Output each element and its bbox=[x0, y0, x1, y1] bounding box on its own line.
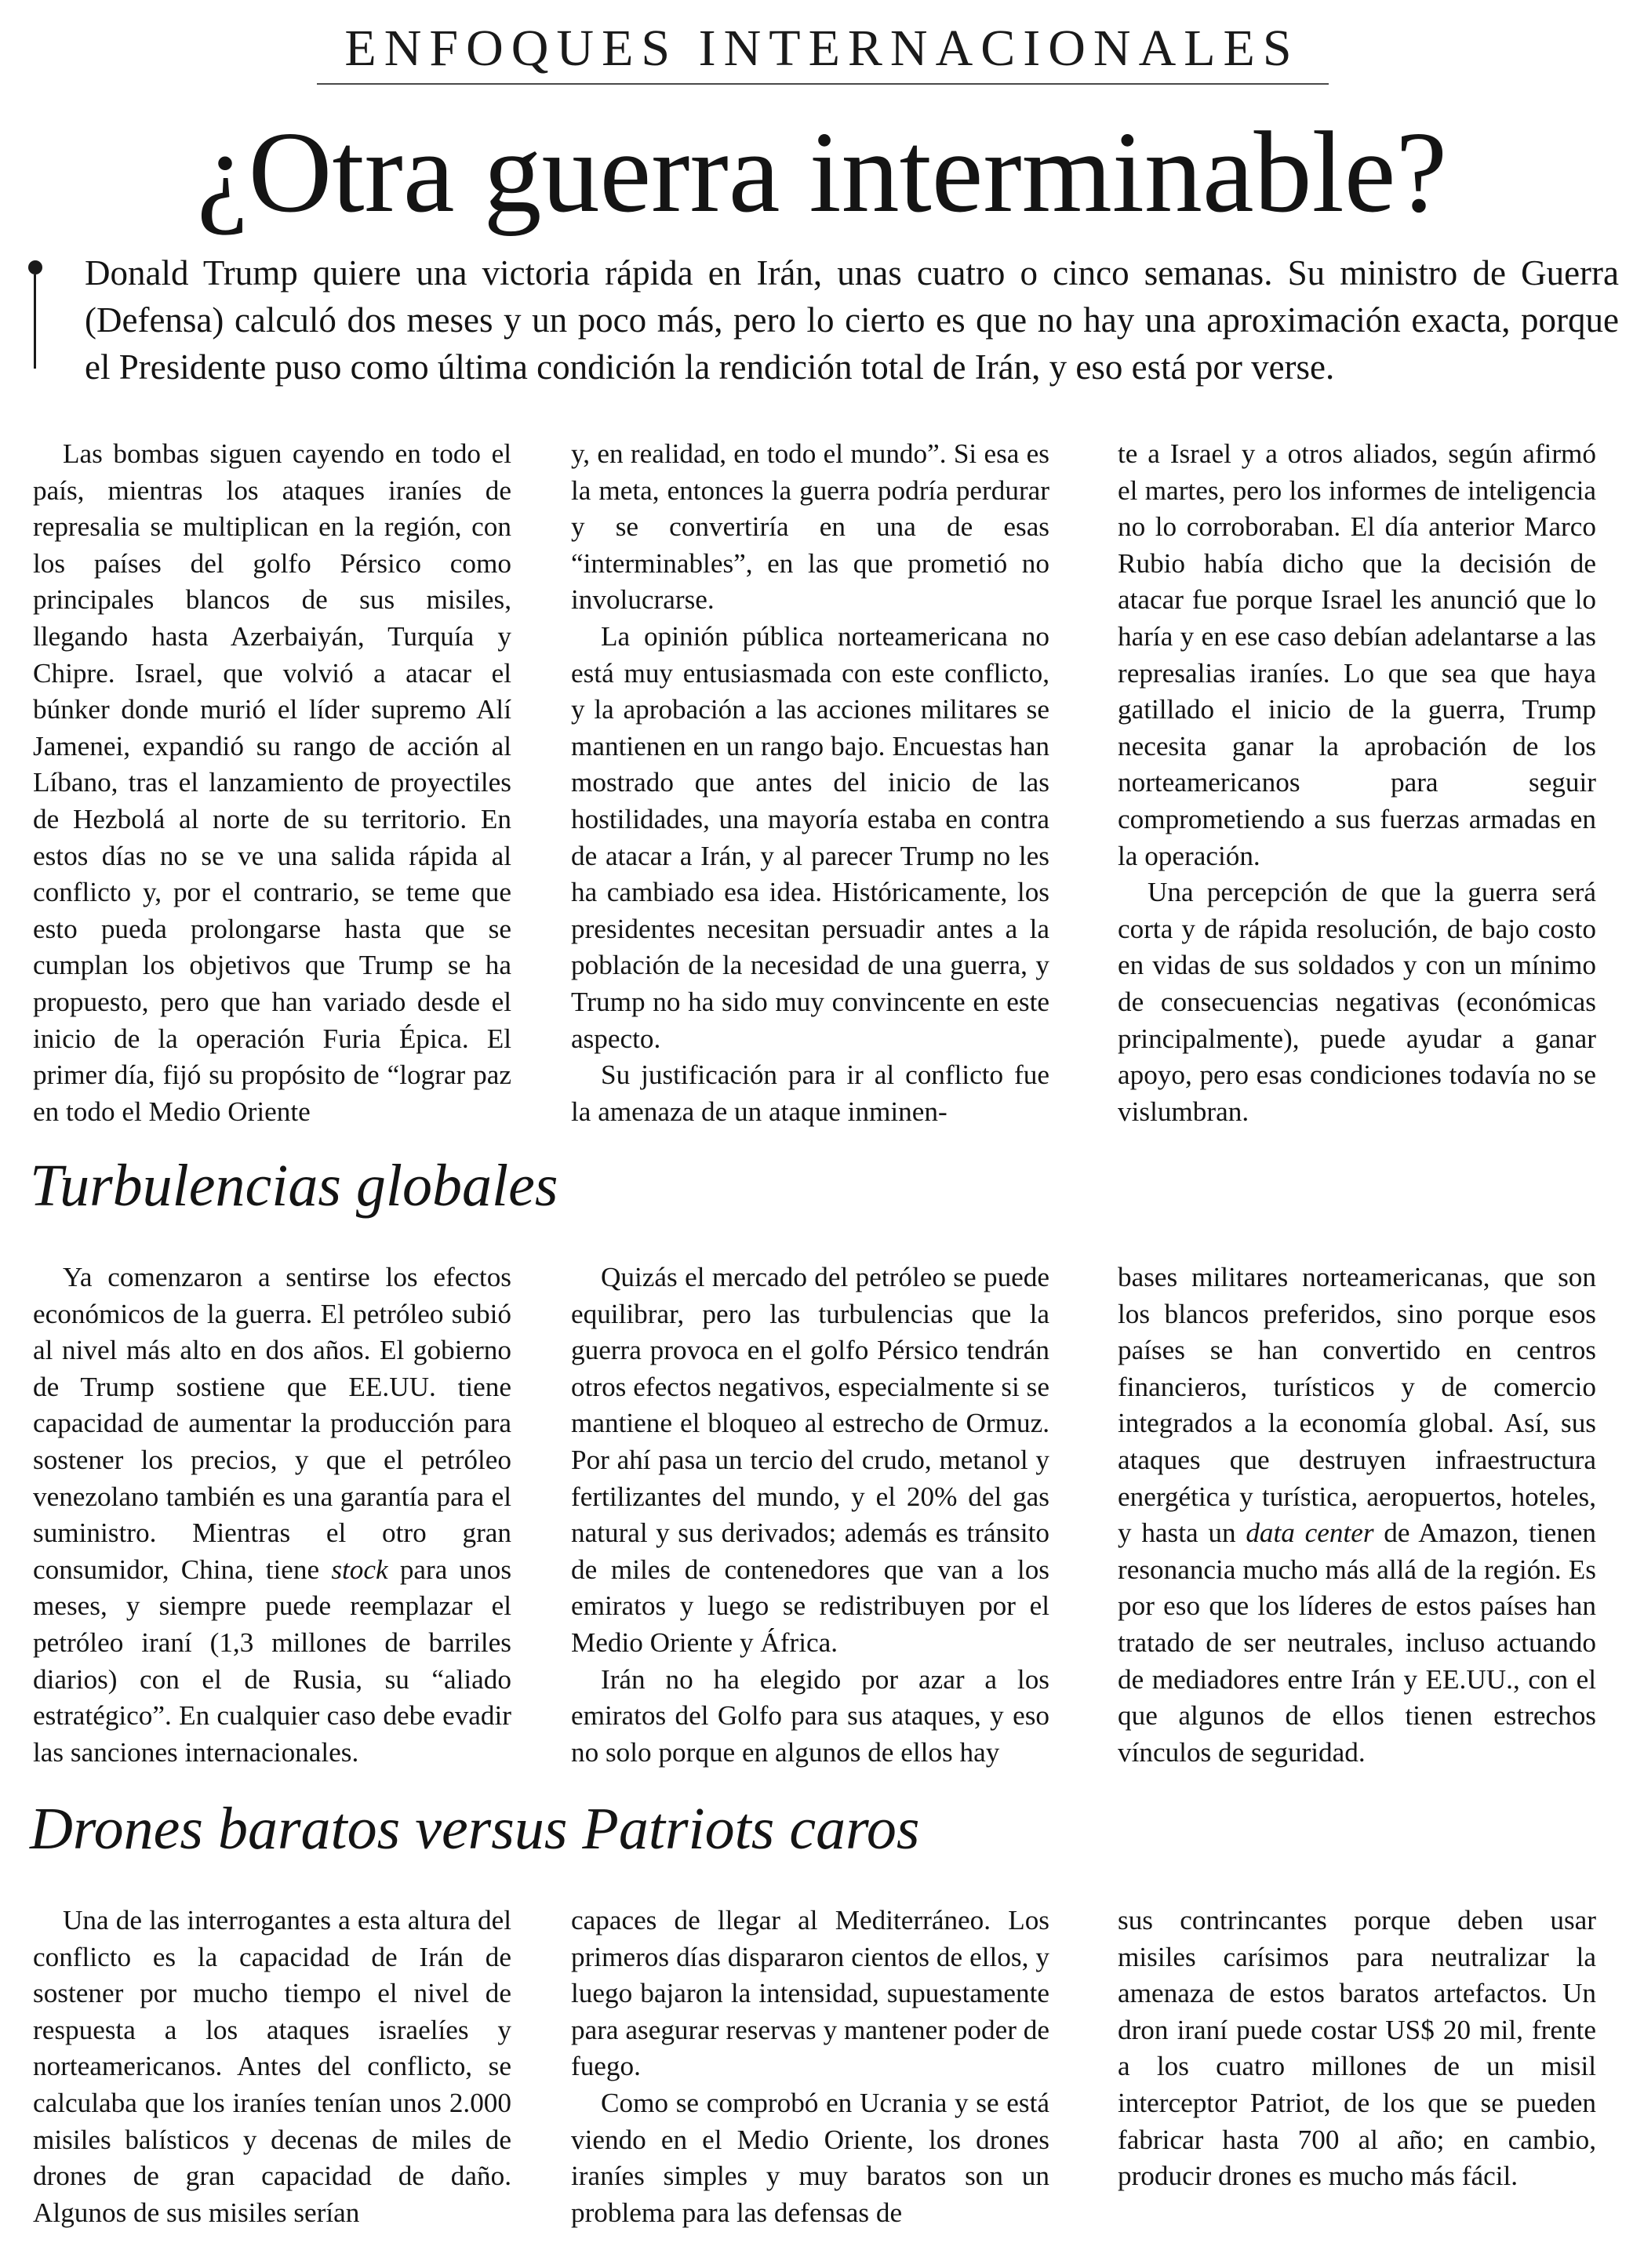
block1-column-2 bbox=[571, 436, 1049, 1130]
text-run: Ya comenzaron a sentirse los efectos económicos de la guerra. El petróleo subió al nivel más alto en dos años. El gobierno de Trump sostiene que EE.UU. tiene capacidad de aumentar la producción para sostener los precios, y que el petróleo venezolano también es una garantía para el suministro. Mientras el otro gran consumidor, China, tiene bbox=[33, 1262, 511, 1585]
block2-column-1 bbox=[33, 1259, 511, 1771]
section-title: ENFOQUES INTERNACIONALES bbox=[344, 20, 1300, 77]
paragraph bbox=[33, 1259, 511, 1771]
paragraph bbox=[1118, 1259, 1596, 1771]
section-rule bbox=[317, 83, 1329, 85]
paragraph: Las bombas siguen cayendo en todo el país, mientras los ataques iraníes de represalia se multiplican en la región, con los países del golfo Pérsico como principales blancos de sus misiles, llegando hasta Azerbaiyán, Turquía y Chipre. Israel, que volvió a atacar el búnker donde murió el líder supremo Alí Jamenei, expandió su rango de acción al Líbano, tras el lanzamiento de proyectiles de Hezbolá al norte de su territorio. En estos días no se ve una salida rápida al conflicto y, por el contrario, se teme que esto pueda prolongarse hasta que se cumplan los objetivos que Trump se ha propuesto, pero que han variado desde el inicio de la operación Furia Épica. El primer día, fijó su propósito de “lograr paz en todo el Medio Oriente bbox=[33, 438, 511, 1127]
text-run: de Amazon, tienen resonancia mucho más allá de la región. Es por eso que los líderes de estos países han tratado de ser neutrales, incluso actuando de mediadores entre Irán y EE.UU., con el que algunos de ellos tienen estrechos vínculos de seguridad. bbox=[1118, 1517, 1597, 1768]
lead-paragraph: Donald Trump quiere una victoria rápida en Irán, unas cuatro o cinco semanas. Su ministro de Guerra (Defensa) calculó dos meses y un poco más, pero lo cierto es que no hay una aproximación exacta, porque el Presidente puso como última condición la rendición total de Irán, y eso está por verse. bbox=[85, 253, 1619, 387]
paragraph: Una percepción de que la guerra será corta y de rápida resolución, de bajo costo en vidas de sus soldados y con un mínimo de consecuencias negativas (económicas principalmente), puede ayudar a ganar apoyo, pero esas condiciones todavía no se vislumbran. bbox=[1118, 877, 1596, 1127]
paragraph: sus contrincantes porque deben usar misiles carísimos para neutralizar la amenaza de estos baratos artefactos. Un dron iraní puede costar US$ 20 mil, frente a los cuatro millones de un misil interceptor Patriot, de los que se pueden fabricar hasta 700 al año; en cambio, producir drones es mucho más fácil. bbox=[1118, 1905, 1596, 2192]
block3-column-3 bbox=[1118, 1903, 1596, 2195]
block2-column-3 bbox=[1118, 1259, 1596, 1771]
block3-column-1 bbox=[33, 1903, 511, 2231]
paragraph: Su justificación para ir al conflicto fue la amenaza de un ataque inminen- bbox=[571, 1059, 1049, 1127]
paragraph: y, en realidad, en todo el mundo”. Si esa es la meta, entonces la guerra podría perdurar y se convertiría en una de esas “interminables”, en las que prometió no involucrarse. bbox=[571, 438, 1049, 616]
block1-column-3 bbox=[1118, 436, 1596, 1130]
block3-column-2 bbox=[571, 1903, 1049, 2231]
italic-term: stock bbox=[331, 1554, 388, 1585]
text-run: bases militares norteamericanas, que son los blancos preferidos, sino porque esos países se han convertido en centros financieros, turísticos y de comercio integrados a la economía global. Así, sus ataques que destruyen infraestructura energética y turística, aeropuertos, hoteles, y hasta un bbox=[1118, 1262, 1596, 1549]
italic-term: data center bbox=[1246, 1517, 1374, 1549]
paragraph: La opinión pública norteamericana no está muy entusiasmada con este conflicto, y la aprobación a las acciones militares se mantienen en un rango bajo. Encuestas han mostrado que antes del inicio de las hostilidades, una mayoría estaba en contra de atacar a Irán, y al parecer Trump no les ha cambiado esa idea. Históricamente, los presidentes necesitan persuadir antes a la población de la necesidad de una guerra, y Trump no ha sido muy convincente en este aspecto. bbox=[571, 620, 1049, 1054]
text-run: para unos meses, y siempre puede reemplazar el petróleo iraní (1,3 millones de barriles diarios) con el de Rusia, su “aliado estratégico”. En cualquier caso debe evadir las sanciones internacionales. bbox=[33, 1554, 512, 1768]
block2-column-2 bbox=[571, 1259, 1049, 1771]
subheading-turbulencias: Turbulencias globales bbox=[30, 1153, 558, 1219]
block1-column-1 bbox=[33, 436, 511, 1130]
paragraph: Quizás el mercado del petróleo se puede equilibrar, pero las turbulencias que la guerra provoca en el golfo Pérsico tendrán otros efectos negativos, especialmente si se mantiene el bloqueo al estrecho de Ormuz. Por ahí pasa un tercio del crudo, metanol y fertilizantes del mundo, y el 20% del gas natural y sus derivados; además es tránsito de miles de contenedores que van a los emiratos y luego se redistribuyen por el Medio Oriente y África. bbox=[571, 1262, 1049, 1658]
paragraph: capaces de llegar al Mediterráneo. Los primeros días dispararon cientos de ellos, y luego bajaron la intensidad, supuestamente para asegurar reservas y mantener poder de fuego. bbox=[571, 1905, 1049, 2082]
subheading-drones: Drones baratos versus Patriots caros bbox=[30, 1796, 920, 1862]
paragraph: Como se comprobó en Ucrania y se está viendo en el Medio Oriente, los drones iraníes simples y muy baratos son un problema para las defensas de bbox=[571, 2087, 1049, 2228]
paragraph: Irán no ha elegido por azar a los emiratos del Golfo para sus ataques, y eso no solo porque en algunos de ellos hay bbox=[571, 1663, 1049, 1768]
headline: ¿Otra guerra interminable? bbox=[196, 108, 1448, 237]
paragraph: te a Israel y a otros aliados, según afirmó el martes, pero los informes de inteligencia no lo corroboraban. El día anterior Marco Rubio había dicho que la decisión de atacar fue porque Israel les anunció que lo haría y en ese caso debían adelantarse a las represalias iraníes. Lo que sea que haya gatillado el inicio de la guerra, Trump necesita ganar la aprobación de los norteamericanos para seguir comprometiendo a sus fuerzas armadas en la operación. bbox=[1118, 438, 1596, 871]
paragraph: Una de las interrogantes a esta altura del conflicto es la capacidad de Irán de sostener por mucho tiempo el nivel de respuesta a los ataques israelíes y norteamericanos. Antes del conflicto, se calculaba que los iraníes tenían unos 2.000 misiles balísticos y decenas de miles de drones de gran capacidad de daño. Algunos de sus misiles serían bbox=[33, 1905, 511, 2228]
